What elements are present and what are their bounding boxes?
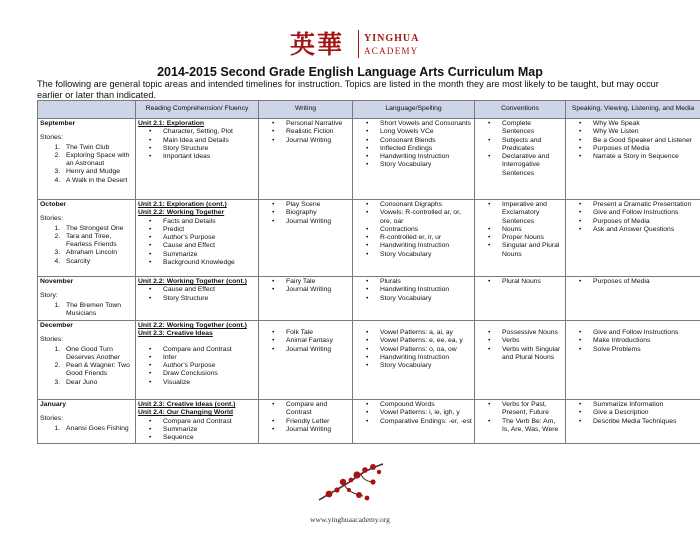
conventions-cell bbox=[475, 200, 566, 277]
logo-name-line1: YINGHUA bbox=[364, 33, 420, 44]
stories-label: Story: bbox=[40, 292, 58, 300]
school-header bbox=[0, 26, 700, 66]
table-row bbox=[38, 321, 700, 400]
language-cell bbox=[353, 321, 475, 400]
topic-item: • Realistic Fiction bbox=[278, 128, 350, 136]
topic-item: • Imperative and Exclamatory Sentences bbox=[494, 201, 563, 226]
topic-item: • Purposes of Media bbox=[585, 278, 698, 286]
spacer bbox=[261, 322, 350, 329]
topic-item: • Sequence bbox=[155, 434, 256, 442]
topic-item: • Fairy Tale bbox=[278, 278, 350, 286]
topic-item: • Subjects and Predicates bbox=[494, 137, 563, 154]
topic-item: • Handwriting Instruction bbox=[372, 286, 472, 294]
topic-item: • Vowels: R-controlled ar, or, ore, oar bbox=[372, 209, 472, 226]
topic-item: • Vowel Patterns: a, ai, ay bbox=[372, 329, 472, 337]
topic-item: • Journal Writing bbox=[278, 137, 350, 145]
reading-cell bbox=[136, 200, 259, 277]
topic-item: • Why We Listen bbox=[585, 128, 698, 136]
topic-item: • Play Scene bbox=[278, 201, 350, 209]
topic-item: • Vowel Patterns: e, ee, ea, y bbox=[372, 337, 472, 345]
language-cell bbox=[353, 119, 475, 200]
stories-label: Stories: bbox=[40, 215, 64, 223]
unit-heading: Unit 2.3: Creative Ideas bbox=[138, 330, 213, 338]
speaking-cell bbox=[566, 119, 700, 200]
speaking-cell bbox=[566, 321, 700, 400]
logo-chinese-characters: 英華 bbox=[290, 30, 345, 59]
topic-item: • Summarize bbox=[155, 426, 256, 434]
topic-item: • Main Idea and Details bbox=[155, 137, 256, 145]
table-row bbox=[38, 400, 700, 444]
writing-list bbox=[261, 120, 350, 145]
topic-item: • Solve Problems bbox=[585, 346, 698, 354]
topic-item: • Why We Speak bbox=[585, 120, 698, 128]
reading-cell bbox=[136, 321, 259, 400]
topic-item: • Verbs for Past, Present, Future bbox=[494, 401, 563, 418]
reading-cell bbox=[136, 400, 259, 444]
topic-item: • Nouns bbox=[494, 226, 563, 234]
speaking-list bbox=[568, 278, 698, 286]
story-item: 3. Abraham Lincoln bbox=[62, 249, 133, 257]
topic-item: • Present a Dramatic Presentation bbox=[585, 201, 698, 209]
story-item: 2. Exploring Space with an Astronaut bbox=[62, 152, 133, 169]
topic-item: • Journal Writing bbox=[278, 426, 350, 434]
speaking-column-header: Speaking, Viewing, Listening, and Media bbox=[566, 101, 700, 119]
stories-label: Stories: bbox=[40, 134, 64, 142]
topic-item: • Handwriting Instruction bbox=[372, 354, 472, 362]
topic-item: • R-controlled er, ir, ur bbox=[372, 234, 472, 242]
conventions-column-header: Conventions bbox=[475, 101, 566, 119]
table-row bbox=[38, 200, 700, 277]
topic-item: • Predict bbox=[155, 226, 256, 234]
language-list bbox=[355, 120, 472, 170]
topic-item: • Personal Narrative bbox=[278, 120, 350, 128]
speaking-cell bbox=[566, 200, 700, 277]
writing-list bbox=[261, 329, 350, 354]
spacer bbox=[568, 322, 698, 329]
reading-cell bbox=[136, 277, 259, 321]
topic-item: • Character, Setting, Plot bbox=[155, 128, 256, 136]
topic-item: • Folk Tale bbox=[278, 329, 350, 337]
topic-item: • Possessive Nouns bbox=[494, 329, 563, 337]
topic-item: • Verbs bbox=[494, 337, 563, 345]
topic-item: • Story Structure bbox=[155, 145, 256, 153]
topic-item: • Singular and Plural Nouns bbox=[494, 242, 563, 259]
topic-item: • Friendly Letter bbox=[278, 418, 350, 426]
unit-heading: Unit 2.2: Working Together (cont.) bbox=[138, 322, 247, 329]
unit-heading: Unit 2.2: Working Together (cont.) bbox=[138, 278, 247, 285]
logo-name-line2: ACADEMY bbox=[364, 46, 419, 56]
stories-list bbox=[40, 225, 133, 266]
speaking-cell bbox=[566, 277, 700, 321]
topic-item: • Background Knowledge bbox=[155, 259, 256, 267]
speaking-list bbox=[568, 401, 698, 426]
conventions-cell bbox=[475, 321, 566, 400]
writing-cell bbox=[259, 321, 353, 400]
story-item: 1. The Twin Club bbox=[62, 144, 133, 152]
month-name: September bbox=[40, 120, 76, 127]
writing-column-header: Writing bbox=[259, 101, 353, 119]
topic-item: • Proper Nouns bbox=[494, 234, 563, 242]
month-cell bbox=[38, 200, 136, 277]
topic-item: • Give and Follow Instructions bbox=[585, 209, 698, 217]
topic-item: • Be a Good Speaker and Listener bbox=[585, 137, 698, 145]
logo-divider bbox=[358, 30, 359, 58]
topic-item: • Narrate a Story in Sequence bbox=[585, 153, 698, 161]
page-title: 2014-2015 Second Grade English Language Arts Curriculum Map bbox=[157, 65, 543, 79]
reading-list bbox=[138, 128, 256, 161]
speaking-cell bbox=[566, 400, 700, 444]
month-name: November bbox=[40, 278, 74, 285]
topic-item: • Ask and Answer Questions bbox=[585, 226, 698, 234]
language-list bbox=[355, 329, 472, 370]
topic-item: • Summarize bbox=[155, 251, 256, 259]
topic-item: • Consonant Blends bbox=[372, 137, 472, 145]
topic-item: • Plural Nouns bbox=[494, 278, 563, 286]
topic-item: • Important Ideas bbox=[155, 153, 256, 161]
topic-item: • Make Introductions bbox=[585, 337, 698, 345]
stories-list bbox=[40, 302, 133, 319]
plum-blossom-illustration bbox=[315, 460, 387, 504]
spacer bbox=[477, 322, 563, 329]
language-cell bbox=[353, 200, 475, 277]
topic-item: • Compare and Contrast bbox=[278, 401, 350, 418]
reading-list bbox=[138, 346, 256, 387]
topic-item: • Handwriting Instruction bbox=[372, 242, 472, 250]
topic-item: • Journal Writing bbox=[278, 346, 350, 354]
topic-item: • Comparative Endings: -er, -est bbox=[372, 418, 472, 426]
topic-item: • Compare and Contrast bbox=[155, 346, 256, 354]
stories-label: Stories: bbox=[40, 415, 64, 423]
unit-heading: Unit 2.4: Our Changing World bbox=[138, 409, 234, 417]
story-item: 2. Pearl & Wagner: Two Good Friends bbox=[62, 362, 133, 379]
table-row bbox=[38, 277, 700, 321]
unit-heading: Unit 2.2: Working Together bbox=[138, 209, 225, 217]
writing-list bbox=[261, 201, 350, 226]
story-item: 1. One Good Turn Deserves Another bbox=[62, 346, 133, 363]
story-item: 1. The Bremen Town Musicians bbox=[62, 302, 133, 319]
topic-item: • Animal Fantasy bbox=[278, 337, 350, 345]
topic-item: • Infer bbox=[155, 354, 256, 362]
table-row bbox=[38, 119, 700, 200]
language-list bbox=[355, 201, 472, 259]
reading-list bbox=[138, 218, 256, 268]
unit-heading: Unit 2.1: Exploration (cont.) bbox=[138, 201, 227, 208]
conventions-cell bbox=[475, 400, 566, 444]
speaking-list bbox=[568, 201, 698, 234]
story-item: 4. Scarcity bbox=[62, 258, 133, 266]
conventions-list bbox=[477, 329, 563, 362]
month-cell bbox=[38, 277, 136, 321]
speaking-list bbox=[568, 120, 698, 161]
topic-item: • Plurals bbox=[372, 278, 472, 286]
topic-item: • Handwriting Instruction bbox=[372, 153, 472, 161]
conventions-list bbox=[477, 401, 563, 434]
topic-item: • Purposes of Media bbox=[585, 145, 698, 153]
writing-cell bbox=[259, 400, 353, 444]
month-cell bbox=[38, 119, 136, 200]
topic-item: • Verbs with Singular and Plural Nouns bbox=[494, 346, 563, 363]
topic-item: • Inflected Endings bbox=[372, 145, 472, 153]
month-name: December bbox=[40, 322, 73, 329]
topic-item: • Vowel Patterns: o, oa, ow bbox=[372, 346, 472, 354]
month-column-header bbox=[38, 101, 136, 119]
topic-item: • Cause and Effect bbox=[155, 242, 256, 250]
story-item: 3. Henry and Mudge bbox=[62, 168, 133, 176]
story-item: 1. The Strongest One bbox=[62, 225, 133, 233]
topic-item: • Long Vowels VCe bbox=[372, 128, 472, 136]
topic-item: • Give and Follow Instructions bbox=[585, 329, 698, 337]
speaking-list bbox=[568, 329, 698, 354]
topic-item: • Declarative and Interrogative Sentences bbox=[494, 153, 563, 178]
conventions-list bbox=[477, 278, 563, 286]
topic-item: • Biography bbox=[278, 209, 350, 217]
story-item: 1. Anansi Goes Fishing bbox=[62, 425, 133, 433]
language-list bbox=[355, 278, 472, 303]
reading-list bbox=[138, 418, 256, 443]
topic-item: • Story Vocabulary bbox=[372, 251, 472, 259]
spacer bbox=[355, 322, 472, 329]
writing-cell bbox=[259, 119, 353, 200]
topic-item: • Story Vocabulary bbox=[372, 295, 472, 303]
table-header-row bbox=[38, 101, 700, 119]
stories-list bbox=[40, 346, 133, 387]
topic-item: • Story Vocabulary bbox=[372, 362, 472, 370]
topic-item: • Story Vocabulary bbox=[372, 161, 472, 169]
reading-column-header: Reading Comprehension/ Fluency bbox=[136, 101, 259, 119]
spacer bbox=[138, 339, 256, 346]
writing-cell bbox=[259, 200, 353, 277]
topic-item: • Story Structure bbox=[155, 295, 256, 303]
topic-item: • Journal Writing bbox=[278, 286, 350, 294]
language-cell bbox=[353, 400, 475, 444]
topic-item: • Purposes of Media bbox=[585, 218, 698, 226]
unit-heading: Unit 2.3: Creative Ideas (cont.) bbox=[138, 401, 236, 408]
writing-list bbox=[261, 278, 350, 295]
month-cell bbox=[38, 321, 136, 400]
topic-item: • Consonant Digraphs bbox=[372, 201, 472, 209]
reading-cell bbox=[136, 119, 259, 200]
topic-item: • The Verb Be: Am, Is, Are, Was, Were bbox=[494, 418, 563, 435]
story-item: 3. Dear Juno bbox=[62, 379, 133, 387]
topic-item: • Describe Media Techniques bbox=[585, 418, 698, 426]
topic-item: • Complete Sentences bbox=[494, 120, 563, 137]
topic-item: • Facts and Details bbox=[155, 218, 256, 226]
topic-item: • Draw Conclusions bbox=[155, 370, 256, 378]
writing-list bbox=[261, 401, 350, 434]
topic-item: • Visualize bbox=[155, 379, 256, 387]
stories-list bbox=[40, 144, 133, 185]
language-cell bbox=[353, 277, 475, 321]
topic-item: • Contractions bbox=[372, 226, 472, 234]
month-name: January bbox=[40, 401, 67, 408]
intro-paragraph: The following are general topic areas and intended timelines for instruction. Topics are listed in the month they are most likely to be taught, but may occur earlier or later than indicated. bbox=[37, 79, 659, 100]
curriculum-table bbox=[37, 100, 700, 444]
topic-item: • Summarize Information bbox=[585, 401, 698, 409]
stories-list bbox=[40, 425, 133, 433]
topic-item: • Cause and Effect bbox=[155, 286, 256, 294]
topic-item: • Author’s Purpose bbox=[155, 362, 256, 370]
conventions-list bbox=[477, 201, 563, 259]
language-column-header: Language/Spelling bbox=[353, 101, 475, 119]
month-cell bbox=[38, 400, 136, 444]
writing-cell bbox=[259, 277, 353, 321]
footer-website-url: www.yinghuaacademy.org bbox=[310, 515, 390, 524]
topic-item: • Short Vowels and Consonants bbox=[372, 120, 472, 128]
topic-item: • Journal Writing bbox=[278, 218, 350, 226]
story-item: 2. Tara and Tiree, Fearless Friends bbox=[62, 233, 133, 250]
conventions-cell bbox=[475, 277, 566, 321]
stories-label: Stories: bbox=[40, 336, 64, 344]
conventions-cell bbox=[475, 119, 566, 200]
topic-item: • Compare and Contrast bbox=[155, 418, 256, 426]
topic-item: • Compound Words bbox=[372, 401, 472, 409]
topic-item: • Vowel Patterns: i, ie, igh, y bbox=[372, 409, 472, 417]
topic-item: • Give a Description bbox=[585, 409, 698, 417]
language-list bbox=[355, 401, 472, 426]
month-name: October bbox=[40, 201, 67, 208]
unit-heading: Unit 2.1: Exploration bbox=[138, 120, 205, 127]
topic-item: • Author’s Purpose bbox=[155, 234, 256, 242]
conventions-list bbox=[477, 120, 563, 178]
reading-list bbox=[138, 286, 256, 303]
story-item: 4. A Walk in the Desert bbox=[62, 177, 133, 185]
